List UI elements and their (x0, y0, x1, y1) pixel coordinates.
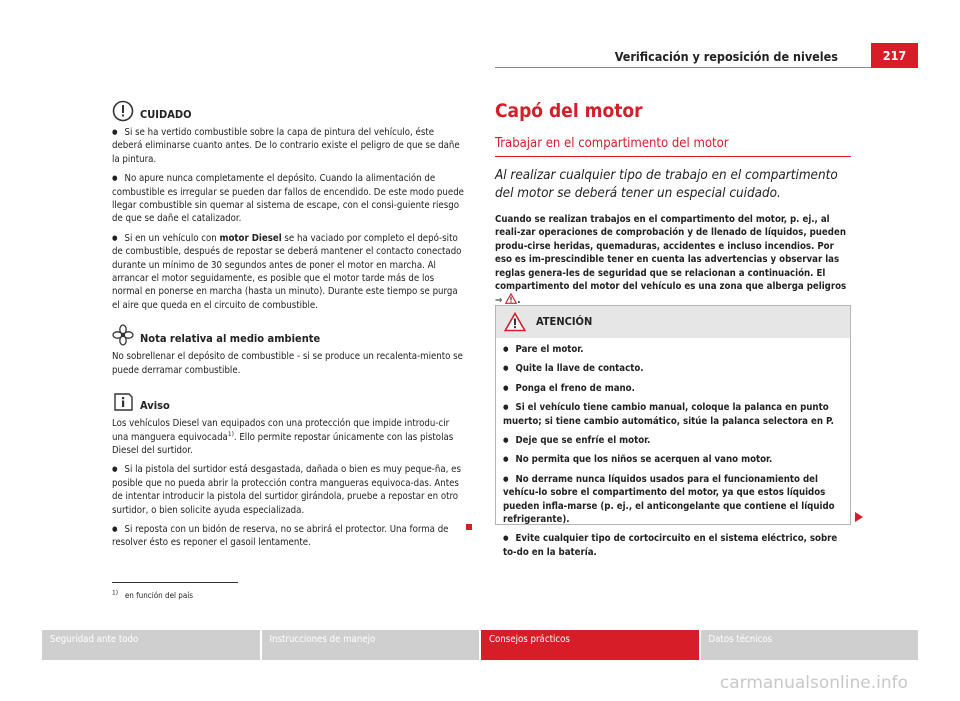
caution-item: ● No apure nunca completamente el depósito. Cuando la alimentación de combustible es irregular se pueden dar fallos de encendido. De este modo puede llegar combustible sin quemar al sistema de escape, con el consi-guiente riesgo de que se dañe el catalizador. (112, 172, 464, 226)
section-subtitle: Trabajar en el compartimento del motor (495, 136, 851, 157)
warning-box (495, 305, 851, 558)
footnote-mark: 1) (112, 588, 119, 597)
warning-triangle-icon (504, 312, 526, 332)
caution-icon (112, 100, 134, 122)
warning-item: ● Quite la llave de contacto. (503, 362, 843, 375)
note-icon (112, 391, 134, 413)
environment-text: No sobrellenar el depósito de combustible - si se produce un recalenta-miento se puede derramar combustible. (112, 351, 463, 376)
warning-item: ● Evite cualquier tipo de cortocircuito en el sistema eléctrico, sobre to-do en la batería. (503, 532, 843, 559)
diesel-emphasis: motor Diesel (219, 232, 282, 244)
nav-tab-datos[interactable]: Datos técnicos (701, 630, 919, 660)
nav-tab-seguridad[interactable]: Seguridad ante todo (42, 630, 260, 660)
section-lead: Al realizar cualquier tipo de trabajo en el compartimento del motor se deberá tener un especial cuidado. (495, 168, 838, 201)
running-header-title: Verificación y reposición de niveles (614, 49, 838, 64)
caution-title: CUIDADO (140, 107, 192, 121)
environment-flower-icon (112, 324, 134, 346)
environment-heading (112, 324, 464, 346)
warning-item: ● No permita que los niños se acerquen al vano motor. (503, 453, 843, 466)
caution-item: ● Si se ha vertido combustible sobre la capa de pintura del vehículo, éste deberá eliminarse cuanto antes. De lo contrario existe el peligro de que se dañe la pintura. (112, 126, 464, 166)
watermark: carmanualsonline.info (719, 673, 908, 693)
warning-header (496, 306, 850, 338)
continue-arrow-icon (855, 512, 863, 522)
chapter-nav (42, 630, 918, 660)
aviso-item: ● Si reposta con un bidón de reserva, no se abrirá el protector. Una forma de resolver ésto es reponer el gasoil lentamente. (112, 523, 464, 550)
cross-reference-arrow: ⇒ (495, 295, 503, 307)
aviso-text: Los vehículos Diesel van equipados con una protección que impide introdu-cir una manguera equivocada$^{1)}$. Ello permite repostar únicamente con las pistolas Diesel del surtidor. (112, 418, 454, 456)
aviso-title: Aviso (140, 398, 170, 412)
footnote-rule (112, 582, 238, 583)
header-rule (495, 67, 871, 68)
warning-item: ● Pare el motor. (503, 343, 843, 356)
footnote-reference: 1) (227, 429, 234, 438)
warning-triangle-icon (505, 293, 517, 304)
aviso-heading (112, 391, 464, 413)
section-end-marker (466, 524, 472, 530)
warning-item: ● Si el vehículo tiene cambio manual, coloque la palanca en punto muerto; si tiene cambio automático, sitúe la palanca selectora en P. (503, 401, 843, 428)
aviso-item: ● Si la pistola del surtidor está desgastada, dañada o bien es muy peque-ña, es posible que no pueda abrir la protección contra mangueras equivoca-das. Antes de intentar introducir la pistola del surtidor girándola, pruebe a repostar en otro surtidor, o bien solicite ayuda especializada. (112, 463, 464, 517)
right-column (495, 100, 851, 322)
warning-item: ● Ponga el freno de mano. (503, 382, 843, 395)
section-title: Capó del motor (495, 100, 643, 122)
warning-title: ATENCIÓN (536, 315, 593, 329)
nav-tab-instrucciones[interactable]: Instrucciones de manejo (262, 630, 480, 660)
warning-item: ● No derrame nunca líquidos usados para el funcionamiento del vehícu-lo sobre el compartimento del motor, ya que estos líquidos pueden infla-marse (p. ej., el anticongelante que contiene el líquido refrigerante). (503, 473, 843, 527)
warning-list (496, 338, 850, 559)
footnote-text: en función del país (124, 591, 194, 600)
caution-item: ● Si en un vehículo con motor Diesel se ha vaciado por completo el depó-sito de combustible, después de repostar se deberá mantener el contacto conectado durante un mínimo de 30 segundos antes de poner el motor en marcha. Al arrancar el motor seguidamente, es posible que el motor tarde más de los normal en ponerse en marcha (hasta un minuto). Durante este tiempo se purga el aire que queda en el circuito de combustible. (112, 232, 464, 312)
page-number: 217 (871, 43, 918, 68)
warning-item: ● Deje que se enfríe el motor. (503, 434, 843, 447)
caution-heading (112, 100, 464, 122)
section-intro: Cuando se realizan trabajos en el compartimento del motor, p. ej., al reali-zar operaciones de comprobación y de llenado de líquidos, pueden produ-cirse heridas, quemaduras, accidentes e incluso incendios. Por eso es im-prescindible tener en cuenta las advertencias y observar las reglas genera-les de seguridad que se relacionan a continuación. El compartimento del motor del vehículo es una zona que alberga peligros ⇒ . (495, 214, 847, 307)
footnote (112, 589, 193, 602)
nav-tab-consejos[interactable]: Consejos prácticos (481, 630, 699, 660)
environment-title: Nota relativa al medio ambiente (140, 331, 321, 345)
left-column (112, 100, 464, 556)
